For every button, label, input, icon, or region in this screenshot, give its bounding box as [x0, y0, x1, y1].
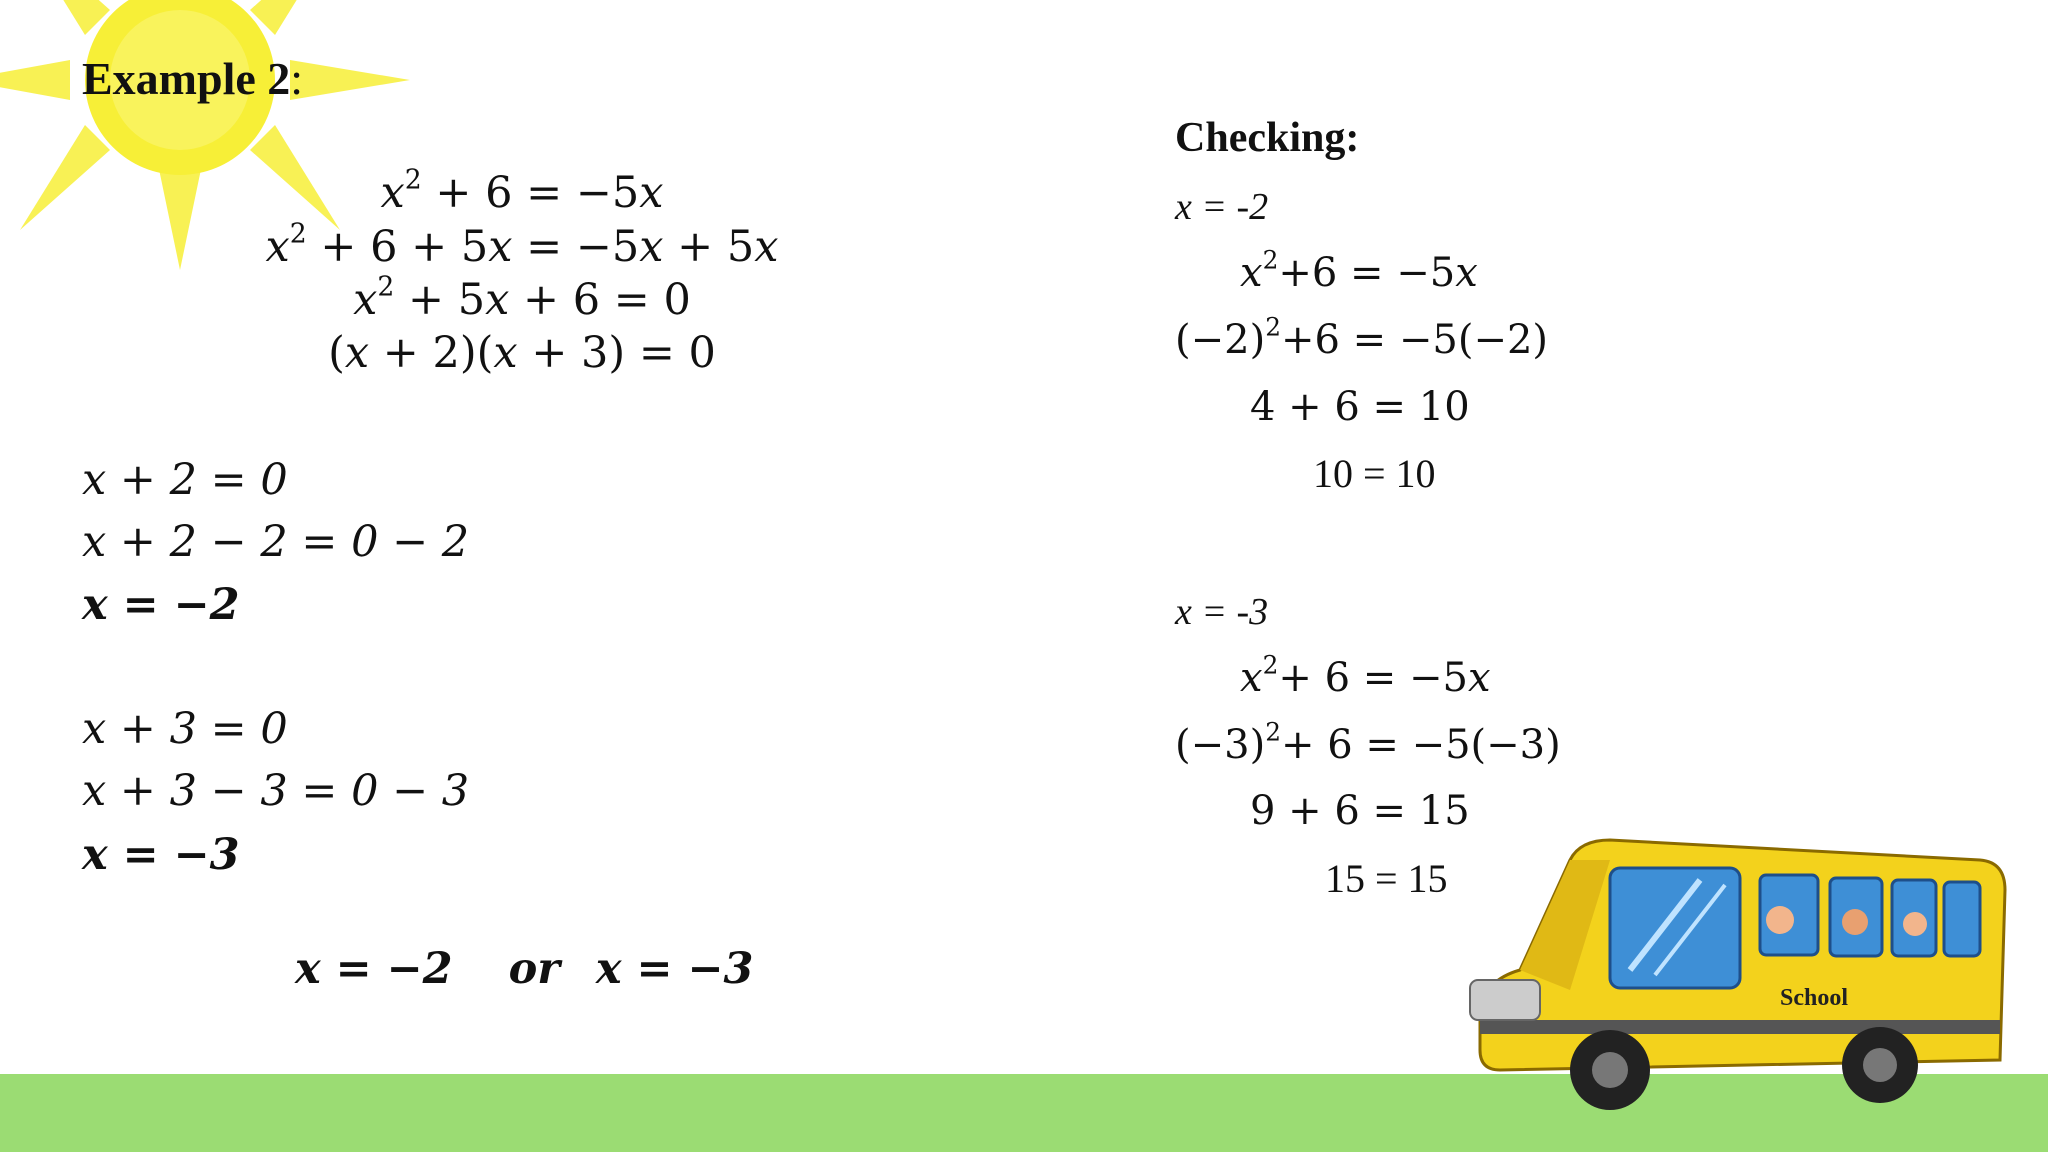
- check2-header: x = -3: [1175, 591, 1269, 633]
- check2-equation: $x^2+ 6 = -5x$: [1240, 650, 1491, 701]
- school-bus-illustration: [1460, 820, 2020, 1120]
- check2-evaluation: 9 + 6 = 15: [1250, 788, 1470, 834]
- root1-line2: x + 2 − 2 = 0 − 2: [82, 517, 470, 567]
- check1-evaluation: 4 + 6 = 10: [1250, 384, 1470, 430]
- check1-substitution: $(-2)^2+6 = -5(-2)$: [1175, 312, 1549, 363]
- checking-title: Checking:: [1175, 115, 1360, 161]
- final-or: or: [508, 944, 560, 994]
- final-right: x = −3: [595, 944, 754, 994]
- final-left: x = −2: [295, 944, 453, 994]
- root1-line1: x + 2 = 0: [82, 455, 288, 505]
- step-1: $x^2 + 6 = -5x$: [380, 164, 664, 218]
- root1-result: x = −2: [82, 580, 240, 630]
- slide-title: [82, 52, 303, 105]
- check1-header: x = -2: [1175, 186, 1269, 228]
- bus-sign: School: [1780, 985, 1849, 1011]
- root2-result: x = −3: [82, 830, 240, 880]
- title-label: Example 2: [82, 53, 291, 104]
- check1-equation: $x^2+6 = -5x$: [1240, 245, 1478, 296]
- root2-line2: x + 3 − 3 = 0 − 3: [82, 766, 470, 816]
- root2-line1: x + 3 = 0: [82, 704, 288, 754]
- check1-result: 10 = 10: [1313, 451, 1436, 496]
- step-4: (x + 2)(x + 3) = 0: [328, 328, 716, 378]
- check2-result: 15 = 15: [1325, 856, 1448, 901]
- step-2: $x^2 + 6 + 5x = -5x + 5x$: [265, 218, 779, 272]
- title-colon: :: [290, 53, 304, 104]
- check2-substitution: $(-3)^2+ 6 = -5(-3)$: [1175, 717, 1561, 768]
- step-3: $x^2 + 5x + 6 = 0$: [353, 271, 691, 325]
- final-answer: [295, 944, 753, 994]
